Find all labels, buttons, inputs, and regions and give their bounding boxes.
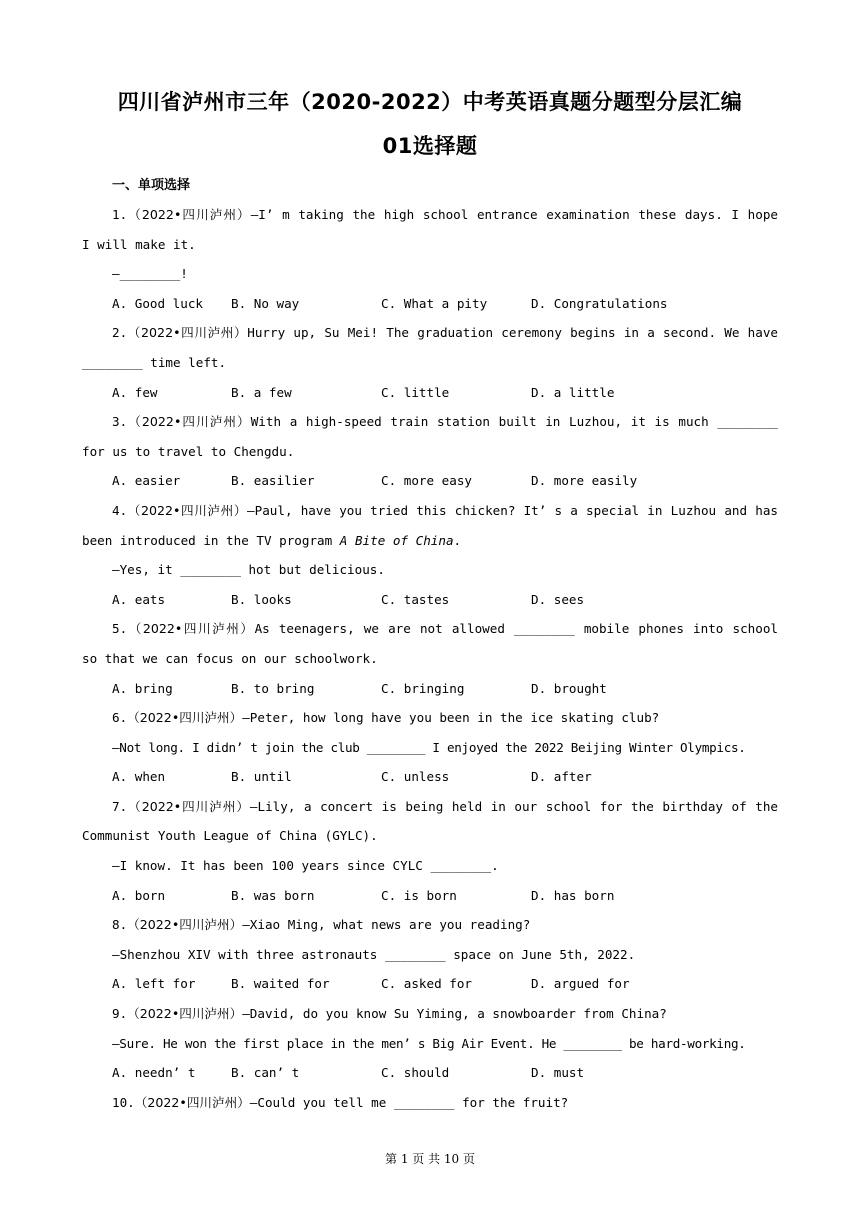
option-d[interactable]: D. argued for [531, 976, 630, 992]
question-source: （2022•四川泸州） [127, 917, 243, 933]
question-item [82, 910, 778, 999]
option-c[interactable]: C. is born [381, 887, 457, 903]
question-stem [82, 496, 778, 526]
option-row [82, 585, 778, 615]
option-c[interactable]: C. bringing [381, 680, 465, 696]
question-number: 9. [112, 1006, 128, 1022]
question-text: —I know. It has been 100 years since CYLC ________. [112, 858, 499, 874]
option-row [82, 466, 778, 496]
question-text: —Could you tell me ________ for the fruit? [249, 1094, 569, 1110]
question-list [82, 200, 778, 1117]
option-b[interactable]: B. No way [231, 295, 300, 311]
option-a[interactable]: A. Good luck [112, 295, 203, 311]
option-b[interactable]: B. can’ t [231, 1065, 300, 1081]
option-row [82, 1058, 778, 1088]
question-stem [82, 1088, 778, 1118]
question-text: ________ time left. [82, 354, 227, 370]
option-c[interactable]: C. unless [381, 769, 450, 785]
option-a[interactable]: A. eats [112, 591, 166, 607]
option-d[interactable]: D. must [531, 1065, 585, 1081]
question-text [82, 526, 778, 556]
option-b[interactable]: B. a few [231, 384, 292, 400]
question-text: Hurry up, Su Mei! The graduation ceremony begins in a second. We have [247, 325, 778, 341]
question-source: （2022•四川泸州） [127, 710, 243, 726]
question-item [82, 318, 778, 407]
question-item [82, 999, 778, 1088]
question-item [82, 703, 778, 792]
document-title: 四川省泸州市三年（2020-2022）中考英语真题分题型分层汇编 [117, 90, 743, 114]
period: . [453, 532, 462, 548]
question-number: 3. [112, 414, 128, 430]
option-c[interactable]: C. asked for [381, 976, 472, 992]
option-b[interactable]: B. to bring [231, 680, 315, 696]
question-item [82, 496, 778, 614]
question-number: 1. [112, 207, 128, 222]
question-text: —Shenzhou XIV with three astronauts ________ space on June 5th, 2022. [112, 946, 636, 962]
option-a[interactable]: A. needn’ t [112, 1065, 196, 1081]
question-text: —Paul, have you tried this chicken? It’ s a special in Luzhou and has [247, 502, 778, 518]
question-item [82, 614, 778, 703]
question-item [82, 200, 778, 318]
option-b[interactable]: B. waited for [231, 976, 330, 992]
answer-blank: —________! [112, 266, 188, 282]
option-a[interactable]: A. bring [112, 680, 173, 696]
question-number: 4. [112, 502, 128, 518]
question-text: As teenagers, we are not allowed ________ mobile phones into school [254, 621, 778, 637]
question-text: for us to travel to Chengdu. [82, 443, 295, 459]
question-source: （2022•四川泸州） [127, 207, 251, 222]
option-c[interactable]: C. more easy [381, 473, 472, 489]
program-title: A Bite of China [339, 532, 454, 548]
question-stem [82, 910, 778, 940]
document-subtitle: 01选择题 [382, 134, 478, 158]
question-source: （2022•四川泸州） [127, 1006, 243, 1022]
option-a[interactable]: A. left for [112, 976, 196, 992]
question-source: （2022•四川泸州） [127, 325, 248, 341]
option-c[interactable]: C. tastes [381, 591, 450, 607]
question-text: —Not long. I didn’ t join the club ________ I enjoyed the 2022 Beijing Winter Olympics. [112, 739, 746, 755]
option-d[interactable]: D. Congratulations [531, 295, 668, 311]
option-d[interactable]: D. has born [531, 887, 615, 903]
option-a[interactable]: A. few [112, 384, 158, 400]
option-d[interactable]: D. more easily [531, 473, 638, 489]
option-c[interactable]: C. little [381, 384, 450, 400]
option-a[interactable]: A. when [112, 769, 166, 785]
question-number: 2. [112, 325, 128, 341]
option-row [82, 674, 778, 704]
question-source: （2022•四川泸州） [127, 621, 255, 637]
question-text: —I’ m taking the high school entrance examination these days. I hope [250, 207, 778, 222]
option-row [82, 881, 778, 911]
question-text: Communist Youth League of China (GYLC). [82, 828, 378, 844]
option-d[interactable]: D. after [531, 769, 592, 785]
question-stem [82, 200, 778, 230]
question-stem [82, 792, 778, 822]
option-d[interactable]: D. sees [531, 591, 585, 607]
question-stem [82, 703, 778, 733]
page-footer: 第 1 页 共 10 页 [385, 1152, 475, 1166]
option-row [82, 762, 778, 792]
question-stem [82, 614, 778, 644]
question-text: I will make it. [82, 236, 196, 252]
question-stem [82, 318, 778, 348]
question-number: 10. [112, 1094, 135, 1110]
question-text-part: been introduced in the TV program [82, 532, 340, 548]
option-row [82, 289, 778, 319]
question-source: （2022•四川泸州） [127, 502, 248, 518]
question-item [82, 407, 778, 496]
option-b[interactable]: B. was born [231, 887, 315, 903]
option-c[interactable]: C. What a pity [381, 295, 488, 311]
question-text: With a high-speed train station built in Luzhou, it is much ________ [250, 414, 778, 430]
question-text: —David, do you know Su Yiming, a snowboarder from China? [242, 1006, 667, 1022]
question-text: —Yes, it ________ hot but delicious. [112, 562, 385, 578]
option-row [82, 969, 778, 999]
question-number: 8. [112, 917, 128, 933]
question-number: 5. [112, 621, 128, 637]
option-b[interactable]: B. until [231, 769, 292, 785]
question-text: —Xiao Ming, what news are you reading? [242, 917, 531, 933]
question-number: 6. [112, 710, 128, 726]
option-b[interactable]: B. easilier [231, 473, 315, 489]
option-d[interactable]: D. a little [531, 384, 615, 400]
option-row [82, 378, 778, 408]
option-a[interactable]: A. easier [112, 473, 181, 489]
option-a[interactable]: A. born [112, 887, 166, 903]
option-c[interactable]: C. should [381, 1065, 450, 1081]
section-heading: 一、单项选择 [112, 178, 191, 193]
question-source: （2022•四川泸州） [127, 798, 250, 814]
question-source: （2022•四川泸州） [127, 414, 251, 430]
question-item [82, 792, 778, 910]
question-stem [82, 999, 778, 1029]
question-text: —Lily, a concert is being held in our school for the birthday of the [249, 798, 778, 814]
question-text: —Sure. He won the first place in the men’ s Big Air Event. He ________ be hard-working. [112, 1035, 746, 1051]
option-b[interactable]: B. looks [231, 591, 292, 607]
question-number: 7. [112, 798, 128, 814]
question-stem [82, 407, 778, 437]
question-item [82, 1088, 778, 1118]
question-text: —Peter, how long have you been in the ice skating club? [242, 710, 660, 726]
question-source: （2022•四川泸州） [134, 1094, 250, 1110]
question-text: so that we can focus on our schoolwork. [82, 650, 378, 666]
option-d[interactable]: D. brought [531, 680, 607, 696]
